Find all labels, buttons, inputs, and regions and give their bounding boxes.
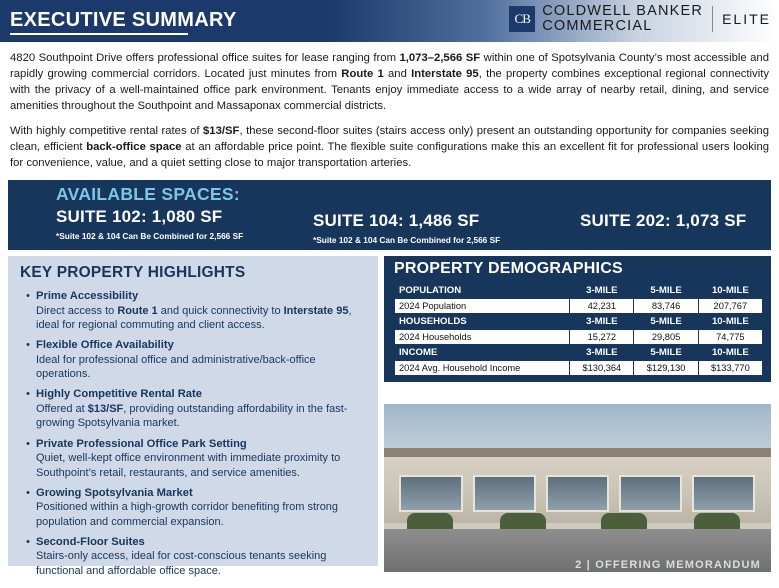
brand-lockup bbox=[509, 4, 771, 33]
list-item bbox=[20, 437, 368, 481]
list-item bbox=[20, 535, 368, 579]
p1-seg-a: 4820 Southpoint Drive offers professional office suites for lease ranging from bbox=[10, 52, 400, 64]
p1-seg-c: within one of Spotsylvania County’s most accessible and rapidly growing commercial corridors. Located just minutes from bbox=[10, 52, 769, 81]
suite-104-label: SUITE 104: 1,486 SF bbox=[313, 211, 480, 231]
p2-seg-a: With highly competitive rental rates of bbox=[10, 125, 203, 138]
summary-paragraph-2 bbox=[10, 123, 769, 171]
bullet-icon: • bbox=[26, 437, 30, 450]
key-highlights-title: KEY PROPERTY HIGHLIGHTS bbox=[20, 264, 246, 282]
p2-rate: $13/SF bbox=[203, 125, 240, 138]
highlight-desc: Ideal for professional office and administrative/back-office operations. bbox=[36, 353, 316, 381]
seg-d: Interstate 95 bbox=[283, 304, 349, 317]
bullet-icon: • bbox=[26, 290, 30, 303]
page-header bbox=[0, 0, 779, 42]
page-title: EXECUTIVE SUMMARY bbox=[10, 8, 237, 31]
summary-text bbox=[0, 42, 779, 171]
table-row bbox=[395, 361, 763, 376]
bullet-icon: • bbox=[26, 339, 30, 352]
highlight-title: Flexible Office Availability bbox=[36, 339, 174, 352]
highlight-title: Prime Accessibility bbox=[36, 290, 139, 303]
table-row bbox=[395, 283, 763, 299]
photo-roofline bbox=[384, 448, 771, 457]
cb-monogram-icon: CB bbox=[509, 6, 535, 32]
col-10mile: 10-MILE bbox=[698, 345, 762, 361]
summary-paragraph-1 bbox=[10, 50, 769, 114]
table-row bbox=[395, 299, 763, 314]
suite-block-102 bbox=[56, 207, 243, 241]
col-3mile: 3-MILE bbox=[570, 283, 634, 299]
row-label: 2024 Households bbox=[395, 330, 570, 345]
highlight-title: Private Professional Office Park Setting bbox=[36, 437, 247, 450]
p1-i95: Interstate 95 bbox=[411, 68, 479, 81]
seg-b: $13/SF bbox=[87, 402, 124, 415]
bullet-icon: • bbox=[26, 486, 30, 499]
lower-section bbox=[0, 256, 779, 577]
p2-seg-e: at an affordable price point. The flexible suite configurations make this an excellent fit for professional users looking for convenience, value, and a quiet setting close to major transportation arteries. bbox=[10, 141, 770, 170]
suite-block-104 bbox=[313, 211, 500, 245]
photo-shrub bbox=[500, 513, 546, 529]
list-item bbox=[20, 289, 368, 333]
highlight-title: Growing Spotsylvania Market bbox=[36, 486, 193, 499]
col-10mile: 10-MILE bbox=[698, 283, 762, 299]
available-spaces-band bbox=[8, 180, 771, 250]
title-underline bbox=[10, 33, 188, 35]
photo-window bbox=[619, 475, 682, 512]
cell-value: $129,130 bbox=[634, 361, 698, 376]
cell-value: 15,272 bbox=[570, 330, 634, 345]
col-3mile: 3-MILE bbox=[570, 345, 634, 361]
table-row bbox=[395, 345, 763, 361]
demographics-title: PROPERTY DEMOGRAPHICS bbox=[394, 260, 623, 278]
demographics-panel bbox=[384, 256, 771, 382]
photo-window bbox=[473, 475, 536, 512]
highlight-desc: Positioned within a high-growth corridor benefiting from strong population and commercial expansion. bbox=[36, 501, 339, 528]
highlight-title: Highly Competitive Rental Rate bbox=[36, 388, 202, 401]
cell-value: 74,775 bbox=[698, 330, 762, 345]
row-label: 2024 Population bbox=[395, 299, 570, 314]
col-5mile: 5-MILE bbox=[634, 314, 698, 330]
suite-104-note: *Suite 102 & 104 Can Be Combined for 2,566 SF bbox=[313, 235, 501, 246]
suite-202-label: SUITE 202: 1,073 SF bbox=[580, 211, 747, 231]
suite-102-note: *Suite 102 & 104 Can Be Combined for 2,566 SF bbox=[56, 231, 244, 242]
section-header-population: POPULATION bbox=[395, 283, 570, 299]
seg-b: Route 1 bbox=[117, 304, 158, 317]
cell-value: $130,364 bbox=[570, 361, 634, 376]
photo-shrub bbox=[601, 513, 647, 529]
list-item bbox=[20, 387, 368, 431]
highlight-desc: Stairs-only access, ideal for cost-conscious tenants seeking functional and affordable office space. bbox=[36, 550, 327, 577]
brand-name bbox=[542, 4, 703, 33]
photo-window bbox=[546, 475, 609, 512]
key-highlights-panel bbox=[8, 256, 378, 577]
brand-divider bbox=[712, 6, 713, 32]
bullet-icon: • bbox=[26, 535, 30, 548]
section-header-households: HOUSEHOLDS bbox=[395, 314, 570, 330]
photo-windows bbox=[399, 475, 755, 512]
brand-elite-label: ELITE bbox=[722, 10, 771, 27]
col-3mile: 3-MILE bbox=[570, 314, 634, 330]
demographics-table bbox=[394, 282, 763, 376]
p2-seg-c: , these second-floor suites (stairs access only) present an outstanding opportunity for companies seeking clean, efficient bbox=[10, 125, 769, 154]
highlight-title: Second-Floor Suites bbox=[36, 535, 145, 548]
row-label: 2024 Avg. Household Income bbox=[395, 361, 570, 376]
section-header-income: INCOME bbox=[395, 345, 570, 361]
bullet-icon: • bbox=[26, 388, 30, 401]
highlight-desc: Quiet, well-kept office environment with immediate proximity to Southpoint’s retail, restaurants, and service amenities. bbox=[36, 452, 341, 479]
col-5mile: 5-MILE bbox=[634, 345, 698, 361]
brand-line-1: COLDWELL BANKER bbox=[542, 3, 704, 19]
list-item bbox=[20, 486, 368, 530]
seg-e: , ideal for regional commuting and client access. bbox=[36, 304, 352, 332]
table-row bbox=[395, 330, 763, 345]
cell-value: $133,770 bbox=[698, 361, 762, 376]
photo-shrub bbox=[407, 513, 453, 529]
suite-block-202 bbox=[580, 211, 746, 231]
right-column bbox=[384, 256, 771, 572]
photo-shrub bbox=[694, 513, 740, 529]
p1-sf-range: 1,073–2,566 SF bbox=[399, 52, 481, 64]
highlight-desc bbox=[36, 402, 368, 431]
cell-value: 83,746 bbox=[634, 299, 698, 314]
table-row bbox=[395, 314, 763, 330]
seg-c: and quick connectivity to bbox=[157, 304, 284, 317]
seg-c: , providing outstanding affordability in the fast-growing Spotsylvania market. bbox=[36, 402, 348, 430]
cell-value: 29,805 bbox=[634, 330, 698, 345]
cell-value: 207,767 bbox=[698, 299, 762, 314]
p2-backoffice: back-office space bbox=[86, 141, 182, 154]
seg-a: Offered at bbox=[36, 402, 88, 415]
highlights-list bbox=[20, 289, 368, 578]
property-photo bbox=[384, 404, 771, 572]
col-5mile: 5-MILE bbox=[634, 283, 698, 299]
seg-a: Direct access to bbox=[36, 304, 118, 317]
p1-route1: Route 1 bbox=[341, 68, 384, 81]
p1-seg-g: , the property combines exceptional regional connectivity with the privacy of a well-maintained office park environment. Tenants enjoy immediate access to a wide array of nearby retail, dining, and service amenities throughout the Southpoint and Massaponax commercial districts. bbox=[10, 68, 769, 113]
photo-window bbox=[399, 475, 462, 512]
cell-value: 42,231 bbox=[570, 299, 634, 314]
brand-line-2: COMMERCIAL bbox=[542, 17, 653, 34]
p1-seg-e: and bbox=[383, 68, 412, 81]
photo-window bbox=[692, 475, 755, 512]
page-footer-note: 2 | OFFERING MEMORANDUM bbox=[575, 559, 761, 572]
suite-102-label: SUITE 102: 1,080 SF bbox=[56, 207, 223, 227]
highlight-desc bbox=[36, 304, 368, 333]
col-10mile: 10-MILE bbox=[698, 314, 762, 330]
list-item bbox=[20, 338, 368, 382]
available-spaces-title: AVAILABLE SPACES: bbox=[56, 184, 240, 205]
